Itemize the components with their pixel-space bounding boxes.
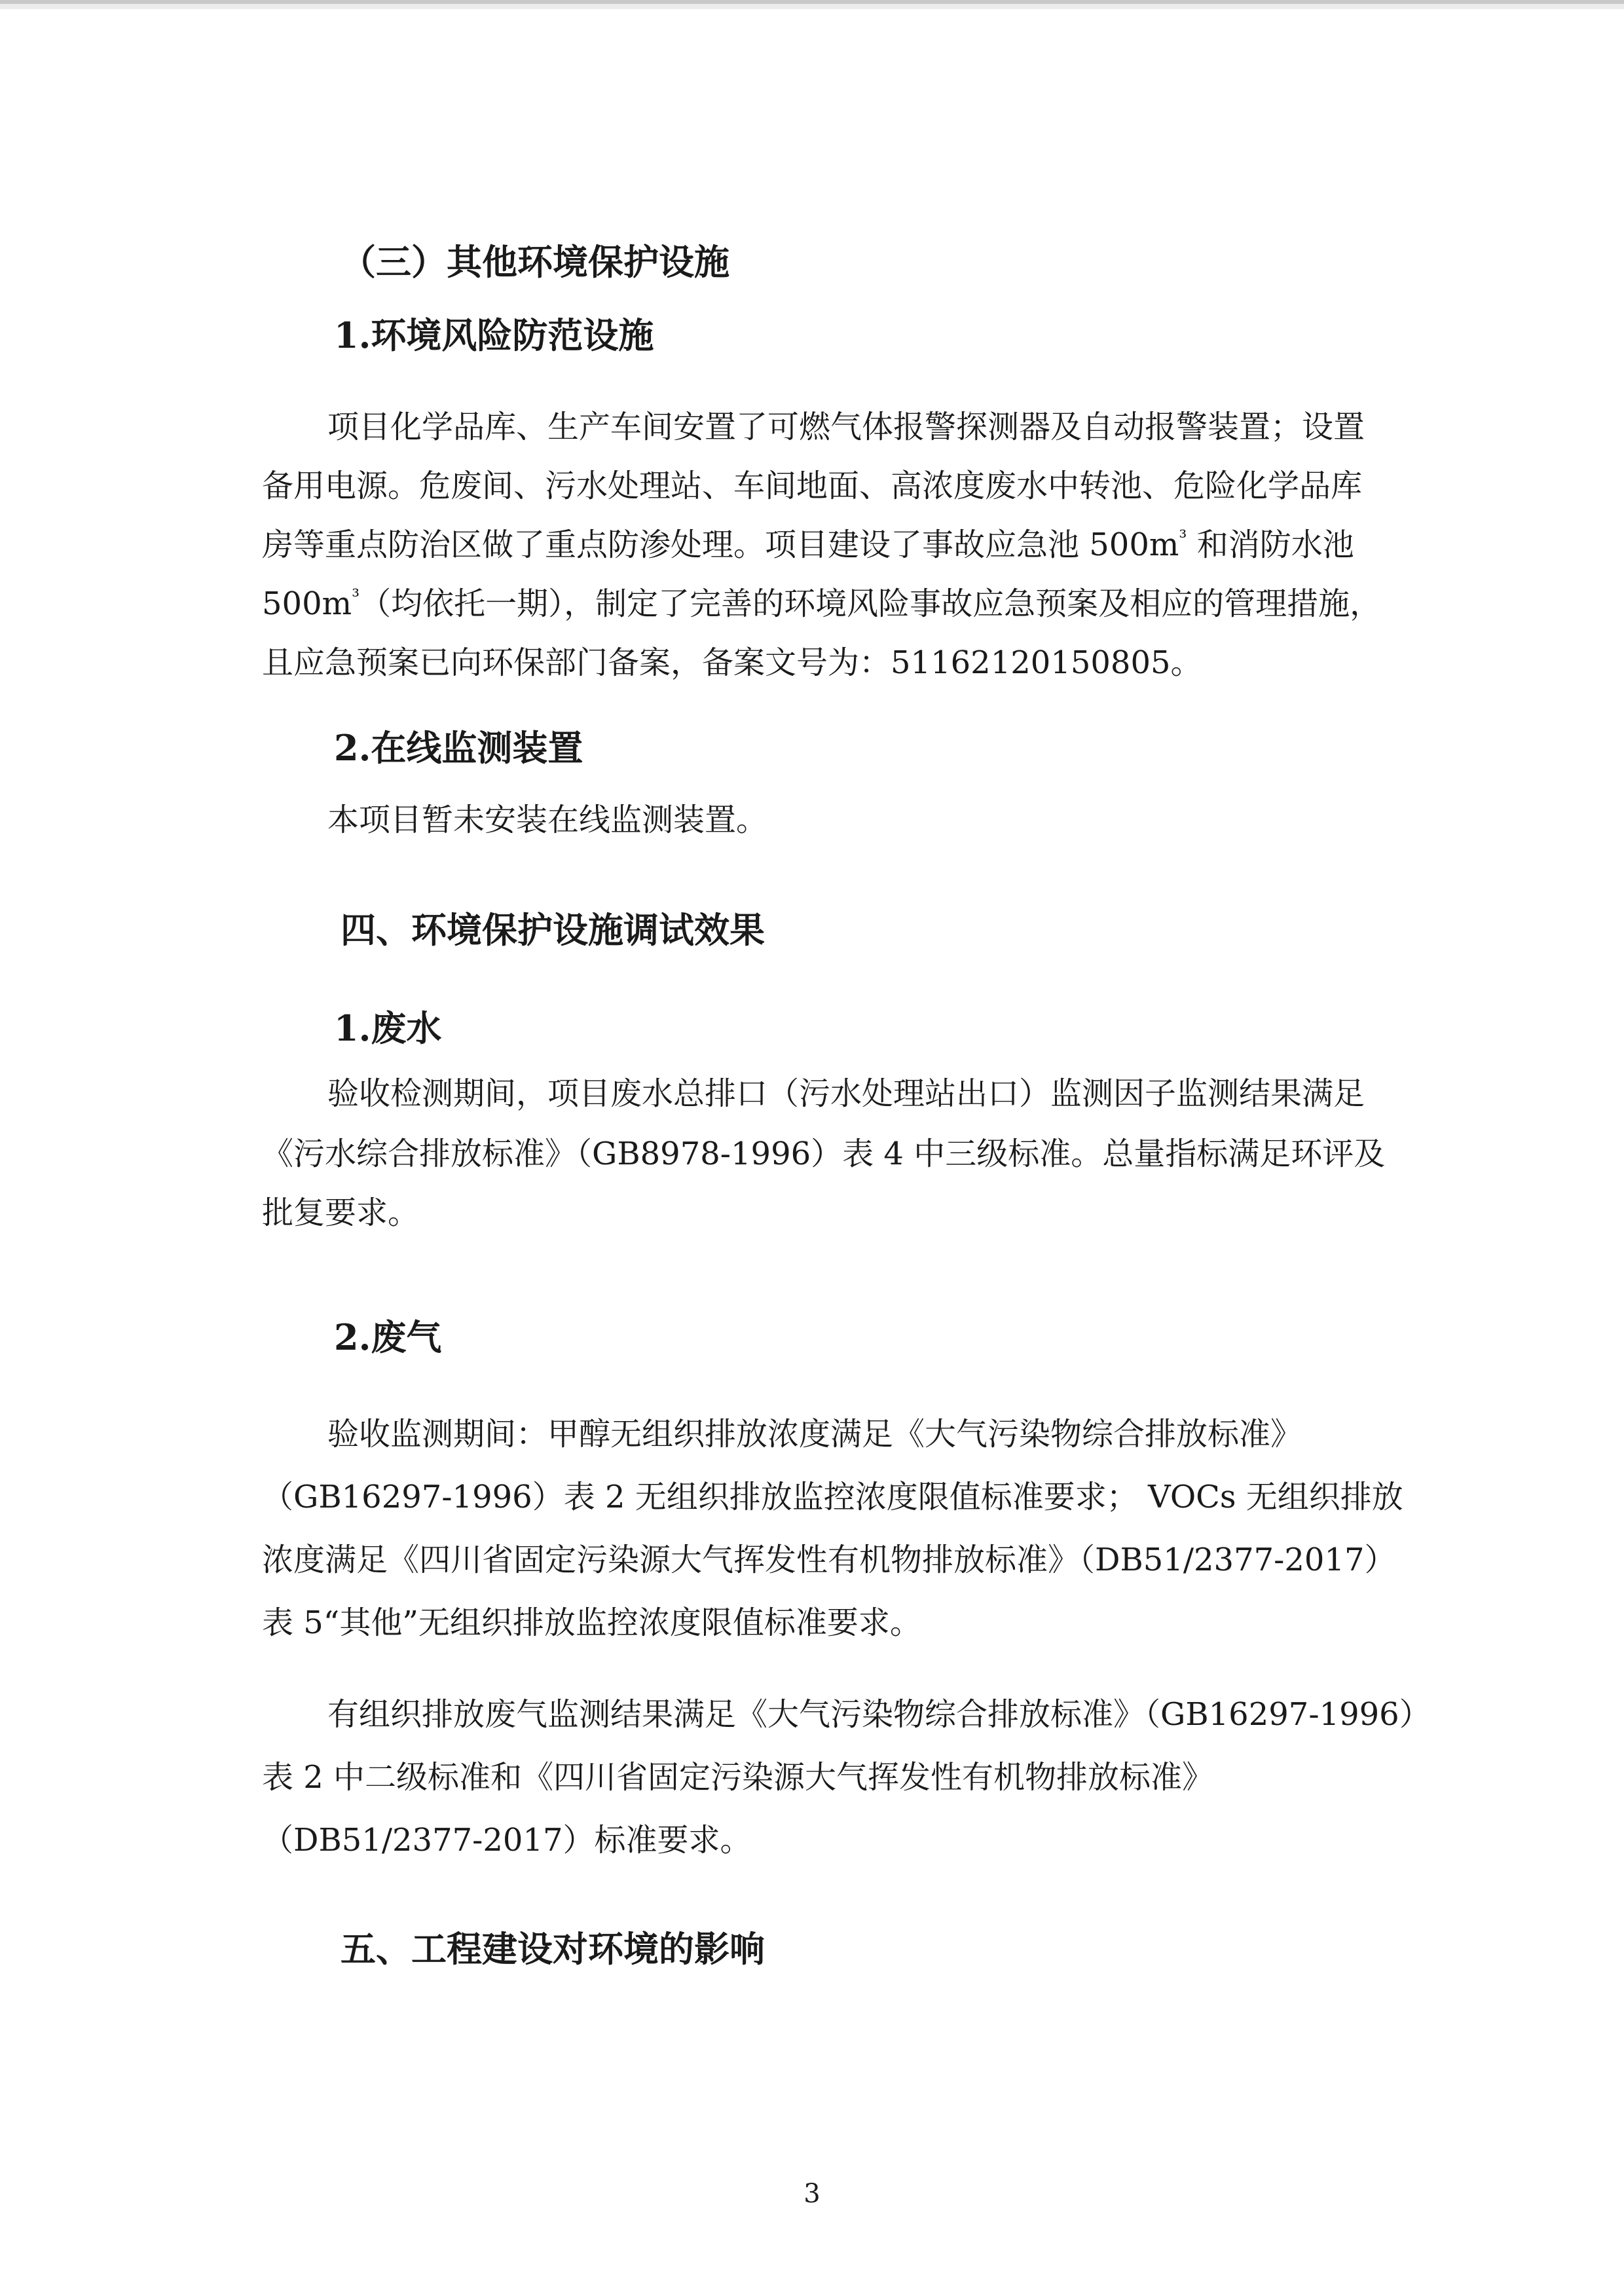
online-line: 本项目暂未安装在线监测装置。 [327, 802, 768, 838]
section-4-heading: 四、环境保护设施调试效果 [341, 909, 765, 951]
gas-p2-line-1: 有组织排放废气监测结果满足《大气污染物综合排放标准》（GB16297-1996） [327, 1696, 1431, 1733]
risk-heading: 1.环境风险防范设施 [334, 314, 654, 356]
risk-line-4: $500m^{^3}$（均依托一期），制定了完善的环境风险事故应急预案及相应的管理措施， [262, 585, 1382, 622]
water-line-2: 《污水综合排放标准》（GB8978-1996）表 4 中三级标准。总量指标满足环评及 [262, 1136, 1386, 1172]
gas-p1-line-1: 验收监测期间：甲醇无组织排放浓度满足《大气污染物综合排放标准》 [327, 1416, 1302, 1453]
gas-p1-line-3: 浓度满足《四川省固定污染源大气挥发性有机物排放标准》（DB51/2377-2017） [262, 1542, 1396, 1578]
section-5-heading: 五、工程建设对环境的影响 [341, 1928, 765, 1970]
page-number: 3 [803, 2179, 821, 2209]
risk-line-3: 房等重点防治区做了重点防渗处理。项目建设了事故应急池 $500m^{^3}$ 和消防水池 [262, 527, 1354, 563]
water-line-1: 验收检测期间，项目废水总排口（污水处理站出口）监测因子监测结果满足 [327, 1075, 1365, 1112]
section-3-heading: （三）其他环境保护设施 [341, 241, 729, 283]
gas-p1-line-4: 表 5“其他”无组织排放监控浓度限值标准要求。 [262, 1604, 921, 1641]
risk-line-1: 项目化学品库、生产车间安置了可燃气体报警探测器及自动报警装置；设置 [327, 409, 1365, 445]
water-heading: 1.废水 [334, 1007, 442, 1049]
risk-line-5: 且应急预案已向环保部门备案，备案文号为：51162120150805。 [262, 644, 1202, 681]
water-line-3: 批复要求。 [262, 1194, 420, 1231]
online-heading: 2.在线监测装置 [334, 727, 583, 769]
gas-p2-line-2: 表 2 中二级标准和《四川省固定污染源大气挥发性有机物排放标准》 [262, 1759, 1214, 1796]
risk-line-2: 备用电源。危废间、污水处理站、车间地面、高浓度废水中转池、危险化学品库 [262, 468, 1363, 504]
gas-heading: 2.废气 [334, 1316, 442, 1358]
gas-p2-line-3: （DB51/2377-2017）标准要求。 [262, 1822, 752, 1859]
gas-p1-line-2: （GB16297-1996）表 2 无组织排放监控浓度限值标准要求； VOCs 无组织排放 [262, 1479, 1403, 1515]
